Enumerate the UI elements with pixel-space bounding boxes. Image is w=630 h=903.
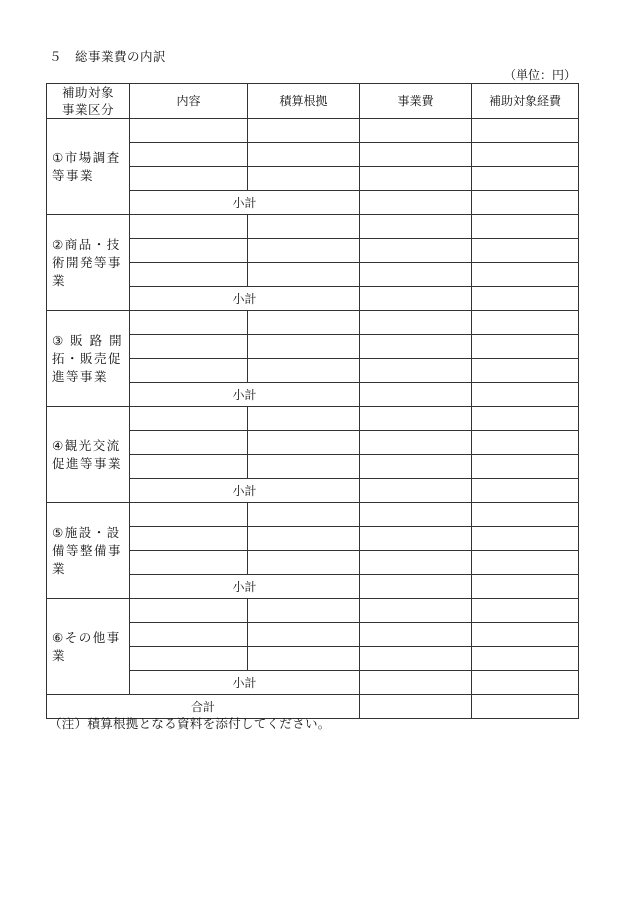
subsidy-cell <box>472 311 579 335</box>
cost-cell <box>360 527 472 551</box>
unit-note: （単位：円） <box>503 68 576 82</box>
basis-cell <box>248 215 360 239</box>
header-category: 補助対象 事業区分 <box>47 84 130 119</box>
subtotal-label: 小計 <box>130 671 360 695</box>
total-subsidy-cell <box>472 695 579 719</box>
basis-cell <box>248 431 360 455</box>
subtotal-cost-cell <box>360 671 472 695</box>
cost-cell <box>360 311 472 335</box>
content-cell <box>130 263 248 287</box>
subsidy-cell <box>472 647 579 671</box>
subtotal-cost-cell <box>360 575 472 599</box>
cost-cell <box>360 143 472 167</box>
total-label: 合計 <box>47 695 360 719</box>
header-basis: 積算根拠 <box>248 84 360 119</box>
content-cell <box>130 431 248 455</box>
content-cell <box>130 119 248 143</box>
basis-cell <box>248 623 360 647</box>
subsidy-cell <box>472 263 579 287</box>
table-row <box>47 215 579 239</box>
cost-cell <box>360 623 472 647</box>
subsidy-cell <box>472 143 579 167</box>
subsidy-cell <box>472 215 579 239</box>
subtotal-cost-cell <box>360 287 472 311</box>
subsidy-cell <box>472 167 579 191</box>
subsidy-cell <box>472 527 579 551</box>
header-content: 内容 <box>130 84 248 119</box>
basis-cell <box>248 599 360 623</box>
subsidy-cell <box>472 335 579 359</box>
basis-cell <box>248 263 360 287</box>
subsidy-cell <box>472 119 579 143</box>
subtotal-cost-cell <box>360 479 472 503</box>
basis-cell <box>248 143 360 167</box>
subtotal-label: 小計 <box>130 191 360 215</box>
header-subsidy: 補助対象経費 <box>472 84 579 119</box>
subtotal-label: 小計 <box>130 287 360 311</box>
basis-cell <box>248 239 360 263</box>
cost-cell <box>360 647 472 671</box>
subsidy-cell <box>472 551 579 575</box>
basis-cell <box>248 359 360 383</box>
cost-cell <box>360 359 472 383</box>
header-cost: 事業費 <box>360 84 472 119</box>
category-cell: ④観光交流 促進等事業 <box>47 407 130 503</box>
footnote: （注）積算根拠となる資料を添付してください。 <box>49 716 331 731</box>
content-cell <box>130 239 248 263</box>
table-row <box>47 599 579 623</box>
cost-breakdown-table <box>46 83 579 719</box>
cost-cell <box>360 239 472 263</box>
subsidy-cell <box>472 599 579 623</box>
basis-cell <box>248 407 360 431</box>
subtotal-subsidy-cell <box>472 191 579 215</box>
subsidy-cell <box>472 455 579 479</box>
content-cell <box>130 599 248 623</box>
basis-cell <box>248 119 360 143</box>
table-row <box>47 503 579 527</box>
section-heading: ５ 総事業費の内訳 <box>49 49 167 64</box>
category-cell: ⑥その他事 業 <box>47 599 130 695</box>
basis-cell <box>248 335 360 359</box>
cost-cell <box>360 551 472 575</box>
basis-cell <box>248 551 360 575</box>
table-row <box>47 311 579 335</box>
subtotal-label: 小計 <box>130 479 360 503</box>
category-cell: ③ 販 路 開 拓・販売促 進等事業 <box>47 311 130 407</box>
cost-cell <box>360 407 472 431</box>
category-cell: ①市場調査 等事業 <box>47 119 130 215</box>
content-cell <box>130 503 248 527</box>
basis-cell <box>248 167 360 191</box>
content-cell <box>130 143 248 167</box>
cost-cell <box>360 431 472 455</box>
content-cell <box>130 167 248 191</box>
subsidy-cell <box>472 503 579 527</box>
subtotal-subsidy-cell <box>472 575 579 599</box>
cost-cell <box>360 335 472 359</box>
basis-cell <box>248 647 360 671</box>
cost-cell <box>360 503 472 527</box>
cost-cell <box>360 119 472 143</box>
content-cell <box>130 215 248 239</box>
table-row <box>47 407 579 431</box>
subtotal-label: 小計 <box>130 575 360 599</box>
subsidy-cell <box>472 359 579 383</box>
content-cell <box>130 335 248 359</box>
content-cell <box>130 311 248 335</box>
subtotal-subsidy-cell <box>472 287 579 311</box>
basis-cell <box>248 527 360 551</box>
content-cell <box>130 359 248 383</box>
content-cell <box>130 527 248 551</box>
subsidy-cell <box>472 623 579 647</box>
basis-cell <box>248 455 360 479</box>
total-cost-cell <box>360 695 472 719</box>
content-cell <box>130 623 248 647</box>
header-row <box>47 84 579 119</box>
basis-cell <box>248 311 360 335</box>
subtotal-cost-cell <box>360 191 472 215</box>
subtotal-subsidy-cell <box>472 479 579 503</box>
cost-cell <box>360 455 472 479</box>
basis-cell <box>248 503 360 527</box>
subtotal-label: 小計 <box>130 383 360 407</box>
subsidy-cell <box>472 239 579 263</box>
content-cell <box>130 551 248 575</box>
cost-cell <box>360 167 472 191</box>
content-cell <box>130 455 248 479</box>
content-cell <box>130 647 248 671</box>
subsidy-cell <box>472 407 579 431</box>
cost-cell <box>360 599 472 623</box>
cost-cell <box>360 215 472 239</box>
cost-cell <box>360 263 472 287</box>
subtotal-subsidy-cell <box>472 383 579 407</box>
category-cell: ②商品・技 術開発等事 業 <box>47 215 130 311</box>
content-cell <box>130 407 248 431</box>
subsidy-cell <box>472 431 579 455</box>
subtotal-subsidy-cell <box>472 671 579 695</box>
category-cell: ⑤施設・設 備等整備事 業 <box>47 503 130 599</box>
table-row <box>47 119 579 143</box>
subtotal-cost-cell <box>360 383 472 407</box>
